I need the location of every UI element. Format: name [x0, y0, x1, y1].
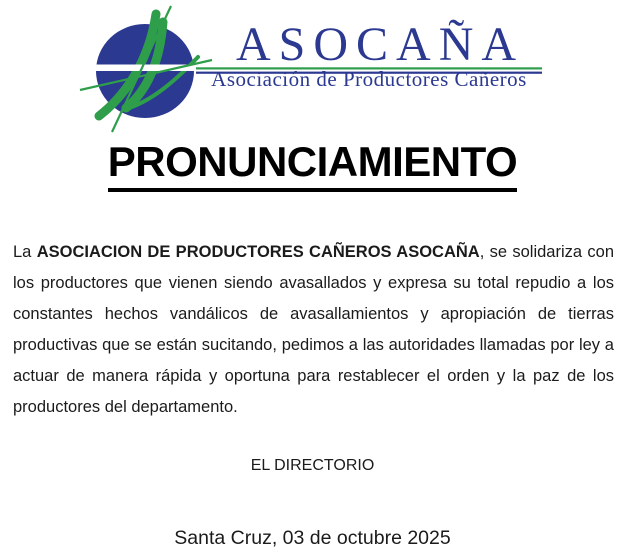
- brand-tagline: Asociación de Productores Cañeros: [211, 67, 527, 91]
- body-rest-text: , se solidariza con los productores que vienen siendo avasallados y expresa su total repudio a los constantes hechos vandálicos de avasallamientos y apropiación de tierras productivas que se están sucitando, pedimos a las autoridades llamadas por ley a actuar de manera rápida y oportuna para restablecer el orden y la paz de los productores del departamento.: [13, 242, 614, 416]
- body-lead-text: La: [13, 242, 37, 261]
- document-title-row: [0, 138, 625, 192]
- brand-name: ASOCAÑA: [236, 18, 525, 71]
- document-title: PRONUNCIAMIENTO: [108, 141, 517, 192]
- signature-line: EL DIRECTORIO: [250, 457, 375, 474]
- org-name-emphasis: ASOCIACION DE PRODUCTORES CAÑEROS ASOCAÑA: [36, 242, 480, 261]
- date-line: Santa Cruz, 03 de octubre 2025: [174, 527, 451, 549]
- pronouncement-body: [13, 237, 614, 423]
